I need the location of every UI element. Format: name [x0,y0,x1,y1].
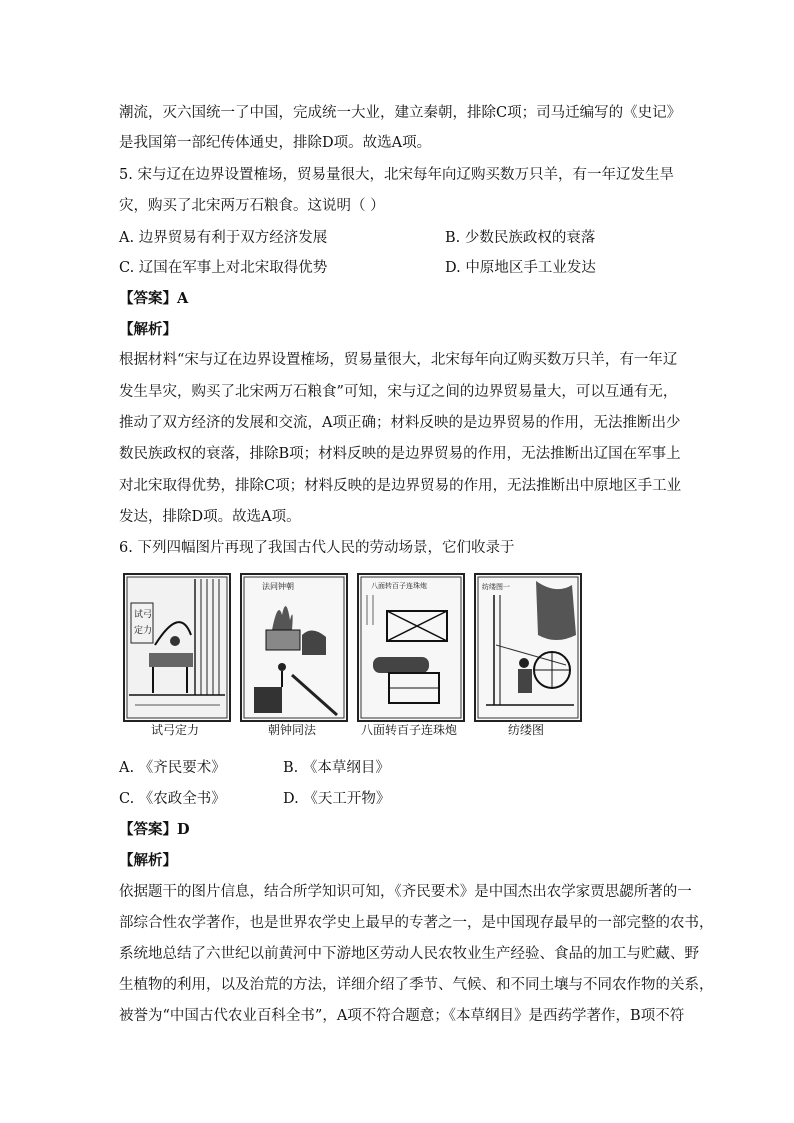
q5-option-d: D. 中原地区手工业发达 [445,260,596,276]
q6-option-a: A. 《齐民要术》 [119,760,226,776]
figure-label: 纺缕图一 [482,583,510,591]
q6-answer: 【答案】D [119,821,190,838]
q5-option-b: B. 少数民族政权的衰落 [445,230,596,246]
figure-label: 八面转百子连珠炮 [371,582,427,590]
figure-cannon [357,573,465,722]
question-5-text: 灾，购买了北宋两万石粮食。这说明（ ） [119,198,385,214]
figure-label: 试弓 [134,610,153,620]
q5-analysis-line: 对北宋取得优势，排除C项；材料反映的是边界贸易的作用，无法推断出中原地区手工业 [119,478,682,494]
figure-caption: 试弓定力 [150,723,199,737]
q5-analysis-line: 根据材料“宋与辽在边界设置榷场，贸易量很大，北宋每年向辽购买数万只羊，有一年辽 [119,352,678,368]
q6-option-d: D. 《天工开物》 [283,791,391,807]
q6-option-b: B. 《本草纲目》 [283,760,390,776]
q6-analysis-line: 依据题干的图片信息，结合所学知识可知，《齐民要术》是中国杰出农学家贾思勰所著的一 [119,884,692,900]
figure-caption: 朝钟同法 [267,723,316,737]
q6-analysis-line: 生植物的利用，以及治荒的方法，详细介绍了季节、气候、和不同土壤与不同农作物的关系， [119,977,714,993]
q5-analysis-line: 发生旱灾，购买了北宋两万石粮食”可知，宋与辽之间的边界贸易量大，可以互通有无， [119,384,678,400]
text-line: 是我国第一部纪传体通史，排除D项。故选A项。 [119,135,432,151]
figure-spinning [474,573,582,722]
q6-analysis-line: 部综合性农学著作，也是世界农学史上最早的专著之一，是中国现存最早的一部完整的农书， [119,915,714,931]
figure-label: 定力 [134,626,153,636]
q5-analysis-line: 数民族政权的衰落，排除B项；材料反映的是边界贸易的作用，无法推断出辽国在军事上 [119,446,681,462]
q5-analysis-line: 发达，排除D项。故选A项。 [119,509,301,525]
text-line: 潮流，灭六国统一了中国，完成统一大业，建立秦朝，排除C项；司马迁编写的《史记》 [119,105,682,121]
q5-option-c: C. 辽国在军事上对北宋取得优势 [119,260,328,276]
q6-analysis-line: 系统地总结了六世纪以前黄河中下游地区劳动人民农牧业生产经验、食品的加工与贮藏、野 [119,946,699,962]
q6-option-c: C. 《农政全书》 [119,791,226,807]
q5-analysis-heading: 【解析】 [119,321,177,338]
figure-bow-testing [123,573,231,722]
figure-caption: 八面转百子连珠炮 [360,723,457,737]
q5-option-a: A. 边界贸易有利于双方经济发展 [119,230,328,246]
q5-answer: 【答案】A [119,290,189,307]
question-5-text: 5. 宋与辽在边界设置榷场，贸易量很大，北宋每年向辽购买数万只羊，有一年辽发生旱 [119,167,674,183]
q6-analysis-line: 被誉为“中国古代农业百科全书”，A项不符合题意；《本草纲目》是西药学著作，B项不符 [119,1008,685,1024]
q5-analysis-line: 推动了双方经济的发展和交流，A项正确；材料反映的是边界贸易的作用，无法推断出少 [119,415,681,431]
figure-caption: 纺缕图 [507,723,544,737]
figure-label: 法同钟朝 [262,582,294,591]
figure-bell-casting [240,573,348,722]
q6-analysis-heading: 【解析】 [119,852,177,869]
question-6-text: 6. 下列四幅图片再现了我国古代人民的劳动场景，它们收录于 [119,540,515,556]
